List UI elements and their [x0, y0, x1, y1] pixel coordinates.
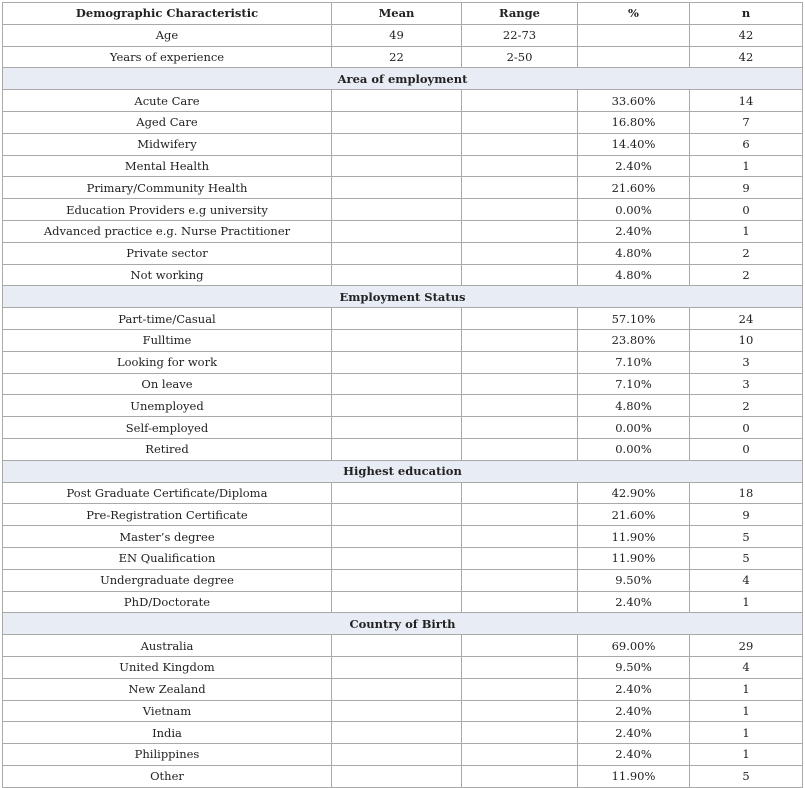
cell-n: 42: [690, 46, 803, 68]
demographics-table: [2, 2, 803, 788]
cell-n: 5: [690, 765, 803, 787]
cell-percent: 21.60%: [578, 504, 690, 526]
table-row: [3, 482, 803, 504]
cell-range: [462, 417, 578, 439]
cell-range: [462, 722, 578, 744]
section-row: [3, 460, 803, 482]
cell-n: 4: [690, 569, 803, 591]
cell-characteristic: Master’s degree: [3, 526, 332, 548]
cell-mean: [332, 656, 462, 678]
cell-mean: [332, 133, 462, 155]
table-row: [3, 656, 803, 678]
cell-mean: [332, 765, 462, 787]
table-row: [3, 700, 803, 722]
header-row: [3, 3, 803, 25]
cell-percent: [578, 24, 690, 46]
table-row: [3, 395, 803, 417]
table-row: [3, 417, 803, 439]
table-row: [3, 155, 803, 177]
cell-n: 1: [690, 744, 803, 766]
cell-range: [462, 765, 578, 787]
cell-characteristic: Other: [3, 765, 332, 787]
cell-range: [462, 438, 578, 460]
cell-percent: 16.80%: [578, 111, 690, 133]
cell-percent: 11.90%: [578, 765, 690, 787]
cell-mean: [332, 155, 462, 177]
cell-percent: 2.40%: [578, 744, 690, 766]
table-row: [3, 569, 803, 591]
section-row: [3, 286, 803, 308]
cell-n: 1: [690, 155, 803, 177]
cell-range: [462, 264, 578, 286]
cell-range: [462, 700, 578, 722]
cell-n: 3: [690, 373, 803, 395]
cell-n: 7: [690, 111, 803, 133]
cell-percent: 23.80%: [578, 329, 690, 351]
cell-characteristic: Unemployed: [3, 395, 332, 417]
cell-n: 42: [690, 24, 803, 46]
cell-mean: [332, 504, 462, 526]
cell-mean: [332, 722, 462, 744]
cell-mean: [332, 700, 462, 722]
cell-range: [462, 220, 578, 242]
cell-range: [462, 177, 578, 199]
cell-characteristic: Part-time/Casual: [3, 308, 332, 330]
cell-percent: 2.40%: [578, 722, 690, 744]
cell-percent: [578, 46, 690, 68]
cell-characteristic: Aged Care: [3, 111, 332, 133]
cell-mean: [332, 569, 462, 591]
cell-n: 2: [690, 395, 803, 417]
cell-range: [462, 199, 578, 221]
cell-mean: [332, 351, 462, 373]
cell-characteristic: Years of experience: [3, 46, 332, 68]
cell-range: [462, 351, 578, 373]
cell-range: [462, 744, 578, 766]
cell-percent: 0.00%: [578, 199, 690, 221]
cell-percent: 57.10%: [578, 308, 690, 330]
cell-range: [462, 329, 578, 351]
cell-mean: [332, 526, 462, 548]
cell-percent: 2.40%: [578, 591, 690, 613]
cell-n: 2: [690, 264, 803, 286]
cell-n: 0: [690, 417, 803, 439]
cell-n: 1: [690, 700, 803, 722]
cell-characteristic: Undergraduate degree: [3, 569, 332, 591]
cell-characteristic: Vietnam: [3, 700, 332, 722]
cell-range: [462, 155, 578, 177]
header-mean: Mean: [332, 3, 462, 25]
cell-characteristic: India: [3, 722, 332, 744]
cell-percent: 9.50%: [578, 569, 690, 591]
cell-n: 29: [690, 635, 803, 657]
table-row: [3, 242, 803, 264]
table-row: [3, 504, 803, 526]
cell-characteristic: Retired: [3, 438, 332, 460]
cell-characteristic: Advanced practice e.g. Nurse Practitioner: [3, 220, 332, 242]
table-row: [3, 722, 803, 744]
cell-mean: [332, 373, 462, 395]
cell-n: 9: [690, 504, 803, 526]
table-row: [3, 678, 803, 700]
section-label: Highest education: [3, 460, 803, 482]
cell-mean: [332, 678, 462, 700]
cell-n: 1: [690, 678, 803, 700]
cell-percent: 0.00%: [578, 417, 690, 439]
cell-percent: 0.00%: [578, 438, 690, 460]
table-row: [3, 264, 803, 286]
table-row: [3, 526, 803, 548]
cell-range: [462, 656, 578, 678]
cell-percent: 4.80%: [578, 264, 690, 286]
cell-percent: 33.60%: [578, 90, 690, 112]
cell-n: 1: [690, 722, 803, 744]
cell-range: [462, 678, 578, 700]
cell-range: [462, 569, 578, 591]
section-label: Country of Birth: [3, 613, 803, 635]
cell-percent: 4.80%: [578, 242, 690, 264]
section-label: Employment Status: [3, 286, 803, 308]
cell-n: 18: [690, 482, 803, 504]
table-row: [3, 199, 803, 221]
cell-mean: [332, 438, 462, 460]
cell-characteristic: Not working: [3, 264, 332, 286]
section-row: [3, 68, 803, 90]
table-row: [3, 329, 803, 351]
cell-percent: 11.90%: [578, 526, 690, 548]
cell-percent: 2.40%: [578, 700, 690, 722]
cell-range: [462, 90, 578, 112]
cell-mean: [332, 264, 462, 286]
cell-n: 6: [690, 133, 803, 155]
table-row: [3, 46, 803, 68]
section-row: [3, 613, 803, 635]
cell-percent: 4.80%: [578, 395, 690, 417]
cell-characteristic: Pre-Registration Certificate: [3, 504, 332, 526]
cell-n: 0: [690, 199, 803, 221]
cell-n: 1: [690, 591, 803, 613]
cell-percent: 2.40%: [578, 678, 690, 700]
table-row: [3, 438, 803, 460]
table-row: [3, 308, 803, 330]
cell-mean: [332, 417, 462, 439]
cell-percent: 7.10%: [578, 351, 690, 373]
table-row: [3, 133, 803, 155]
cell-range: [462, 242, 578, 264]
section-label: Area of employment: [3, 68, 803, 90]
cell-range: [462, 591, 578, 613]
cell-characteristic: Looking for work: [3, 351, 332, 373]
cell-mean: [332, 220, 462, 242]
cell-mean: [332, 395, 462, 417]
cell-percent: 42.90%: [578, 482, 690, 504]
table-row: [3, 90, 803, 112]
cell-mean: [332, 242, 462, 264]
table-row: [3, 373, 803, 395]
table-row: [3, 765, 803, 787]
cell-percent: 69.00%: [578, 635, 690, 657]
cell-range: [462, 547, 578, 569]
cell-characteristic: Education Providers e.g university: [3, 199, 332, 221]
cell-range: [462, 111, 578, 133]
table-body: [3, 24, 803, 787]
cell-mean: [332, 591, 462, 613]
table-row: [3, 744, 803, 766]
cell-range: [462, 395, 578, 417]
table-row: [3, 220, 803, 242]
cell-characteristic: PhD/Doctorate: [3, 591, 332, 613]
cell-characteristic: Philippines: [3, 744, 332, 766]
cell-mean: [332, 635, 462, 657]
cell-mean: [332, 744, 462, 766]
header-characteristic: Demographic Characteristic: [3, 3, 332, 25]
cell-characteristic: Primary/Community Health: [3, 177, 332, 199]
cell-characteristic: EN Qualification: [3, 547, 332, 569]
cell-characteristic: On leave: [3, 373, 332, 395]
cell-characteristic: United Kingdom: [3, 656, 332, 678]
cell-mean: 49: [332, 24, 462, 46]
cell-mean: [332, 482, 462, 504]
cell-n: 2: [690, 242, 803, 264]
cell-mean: 22: [332, 46, 462, 68]
cell-mean: [332, 308, 462, 330]
table-row: [3, 591, 803, 613]
cell-n: 14: [690, 90, 803, 112]
cell-mean: [332, 90, 462, 112]
cell-range: [462, 373, 578, 395]
cell-range: 22-73: [462, 24, 578, 46]
cell-n: 0: [690, 438, 803, 460]
table-row: [3, 635, 803, 657]
cell-characteristic: Private sector: [3, 242, 332, 264]
cell-range: [462, 635, 578, 657]
cell-characteristic: Australia: [3, 635, 332, 657]
cell-percent: 7.10%: [578, 373, 690, 395]
cell-n: 3: [690, 351, 803, 373]
cell-range: [462, 482, 578, 504]
cell-range: [462, 526, 578, 548]
cell-range: [462, 308, 578, 330]
table-row: [3, 24, 803, 46]
cell-n: 4: [690, 656, 803, 678]
cell-n: 1: [690, 220, 803, 242]
cell-range: 2-50: [462, 46, 578, 68]
cell-n: 10: [690, 329, 803, 351]
cell-characteristic: Age: [3, 24, 332, 46]
cell-percent: 2.40%: [578, 155, 690, 177]
cell-characteristic: Mental Health: [3, 155, 332, 177]
cell-mean: [332, 177, 462, 199]
cell-characteristic: Post Graduate Certificate/Diploma: [3, 482, 332, 504]
cell-n: 24: [690, 308, 803, 330]
cell-percent: 21.60%: [578, 177, 690, 199]
table-row: [3, 177, 803, 199]
cell-mean: [332, 329, 462, 351]
table-row: [3, 351, 803, 373]
cell-percent: 9.50%: [578, 656, 690, 678]
cell-n: 9: [690, 177, 803, 199]
cell-range: [462, 133, 578, 155]
cell-mean: [332, 199, 462, 221]
cell-characteristic: Fulltime: [3, 329, 332, 351]
header-percent: %: [578, 3, 690, 25]
cell-characteristic: New Zealand: [3, 678, 332, 700]
header-range: Range: [462, 3, 578, 25]
cell-mean: [332, 547, 462, 569]
header-n: n: [690, 3, 803, 25]
cell-percent: 2.40%: [578, 220, 690, 242]
table-row: [3, 111, 803, 133]
cell-mean: [332, 111, 462, 133]
cell-percent: 14.40%: [578, 133, 690, 155]
table-row: [3, 547, 803, 569]
cell-range: [462, 504, 578, 526]
cell-characteristic: Self-employed: [3, 417, 332, 439]
cell-characteristic: Midwifery: [3, 133, 332, 155]
cell-n: 5: [690, 547, 803, 569]
cell-n: 5: [690, 526, 803, 548]
cell-percent: 11.90%: [578, 547, 690, 569]
cell-characteristic: Acute Care: [3, 90, 332, 112]
